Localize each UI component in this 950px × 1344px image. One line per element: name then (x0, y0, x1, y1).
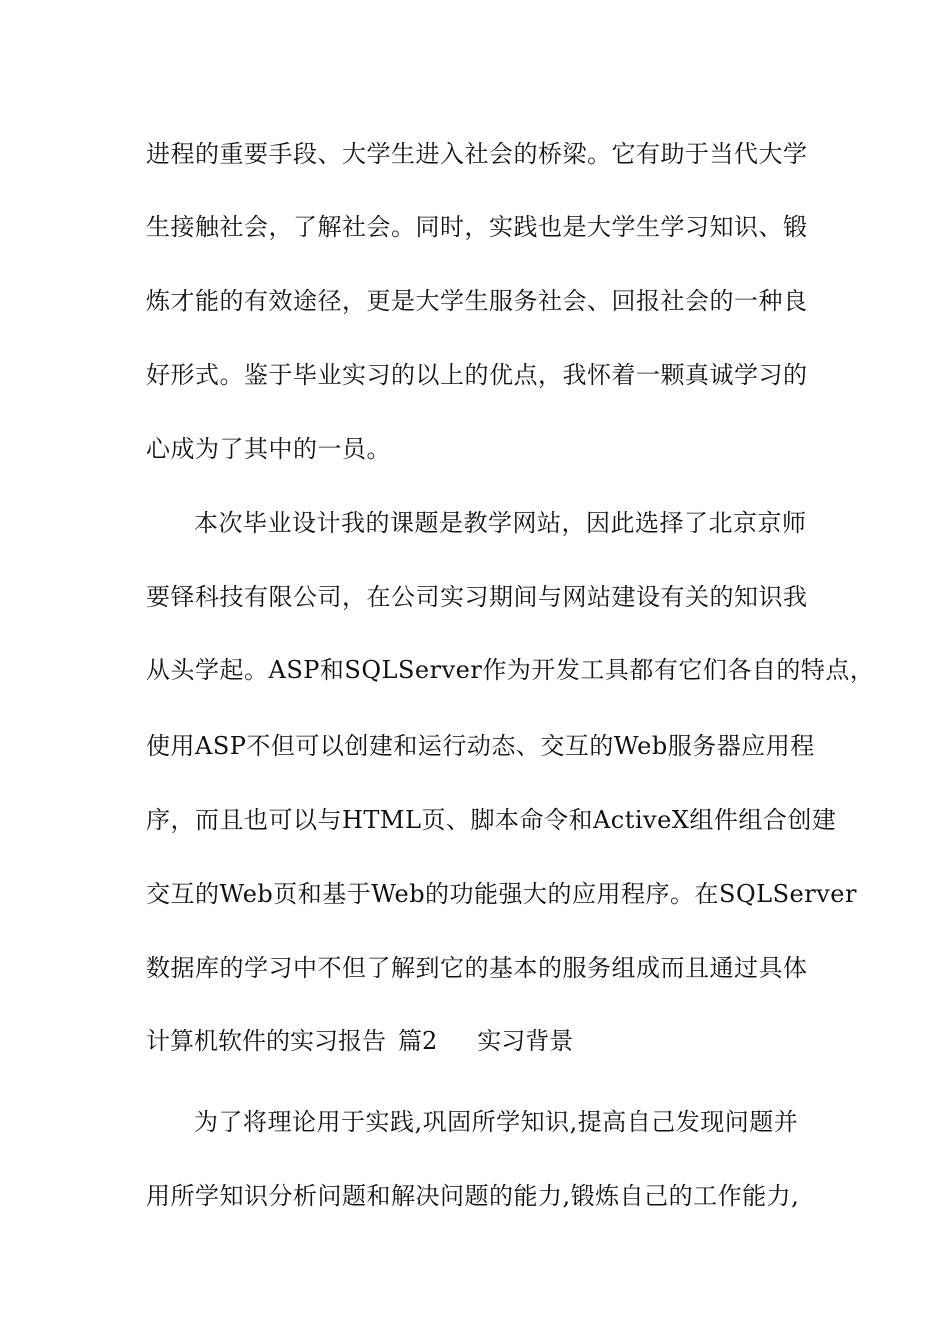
paragraph-line: 炼才能的有效途径，更是大学生服务社会、回报社会的一种良 (146, 287, 808, 315)
paragraph-line: 数据库的学习中不但了解到它的基本的服务组成而且通过具体 (146, 954, 808, 982)
paragraph-line: 生接触社会，了解社会。同时，实践也是大学生学习知识、锻 (146, 213, 808, 241)
paragraph-line: 好形式。鉴于毕业实习的以上的优点，我怀着一颗真诚学习的 (146, 361, 808, 389)
heading-number: 篇2 (398, 1027, 438, 1055)
paragraph-line: 用所学知识分析问题和解决问题的能力,锻炼自己的工作能力, (146, 1182, 800, 1210)
paragraph-line: 从头学起。ASP和SQLServer作为开发工具都有它们各自的特点， (146, 656, 875, 684)
paragraph-line: 使用ASP不但可以创建和运行动态、交互的Web服务器应用程 (146, 732, 815, 760)
paragraph-line: 心成为了其中的一员。 (146, 435, 391, 463)
paragraph-line: 序，而且也可以与HTML页、脚本命令和ActiveX组件组合创建 (146, 806, 837, 834)
heading-subtitle: 实习背景 (477, 1027, 574, 1055)
paragraph-line: 本次毕业设计我的课题是教学网站，因此选择了北京京师 (194, 509, 807, 537)
section-heading (146, 1023, 573, 1059)
paragraph-line: 为了将理论用于实践,巩固所学知识,提高自己发现问题并 (194, 1108, 799, 1136)
heading-title: 计算机软件的实习报告 (146, 1027, 386, 1055)
paragraph-line: 要铎科技有限公司，在公司实习期间与网站建设有关的知识我 (146, 583, 808, 611)
paragraph-line: 交互的Web页和基于Web的功能强大的应用程序。在SQLServer (146, 880, 857, 908)
paragraph-line: 进程的重要手段、大学生进入社会的桥梁。它有助于当代大学 (146, 140, 808, 168)
